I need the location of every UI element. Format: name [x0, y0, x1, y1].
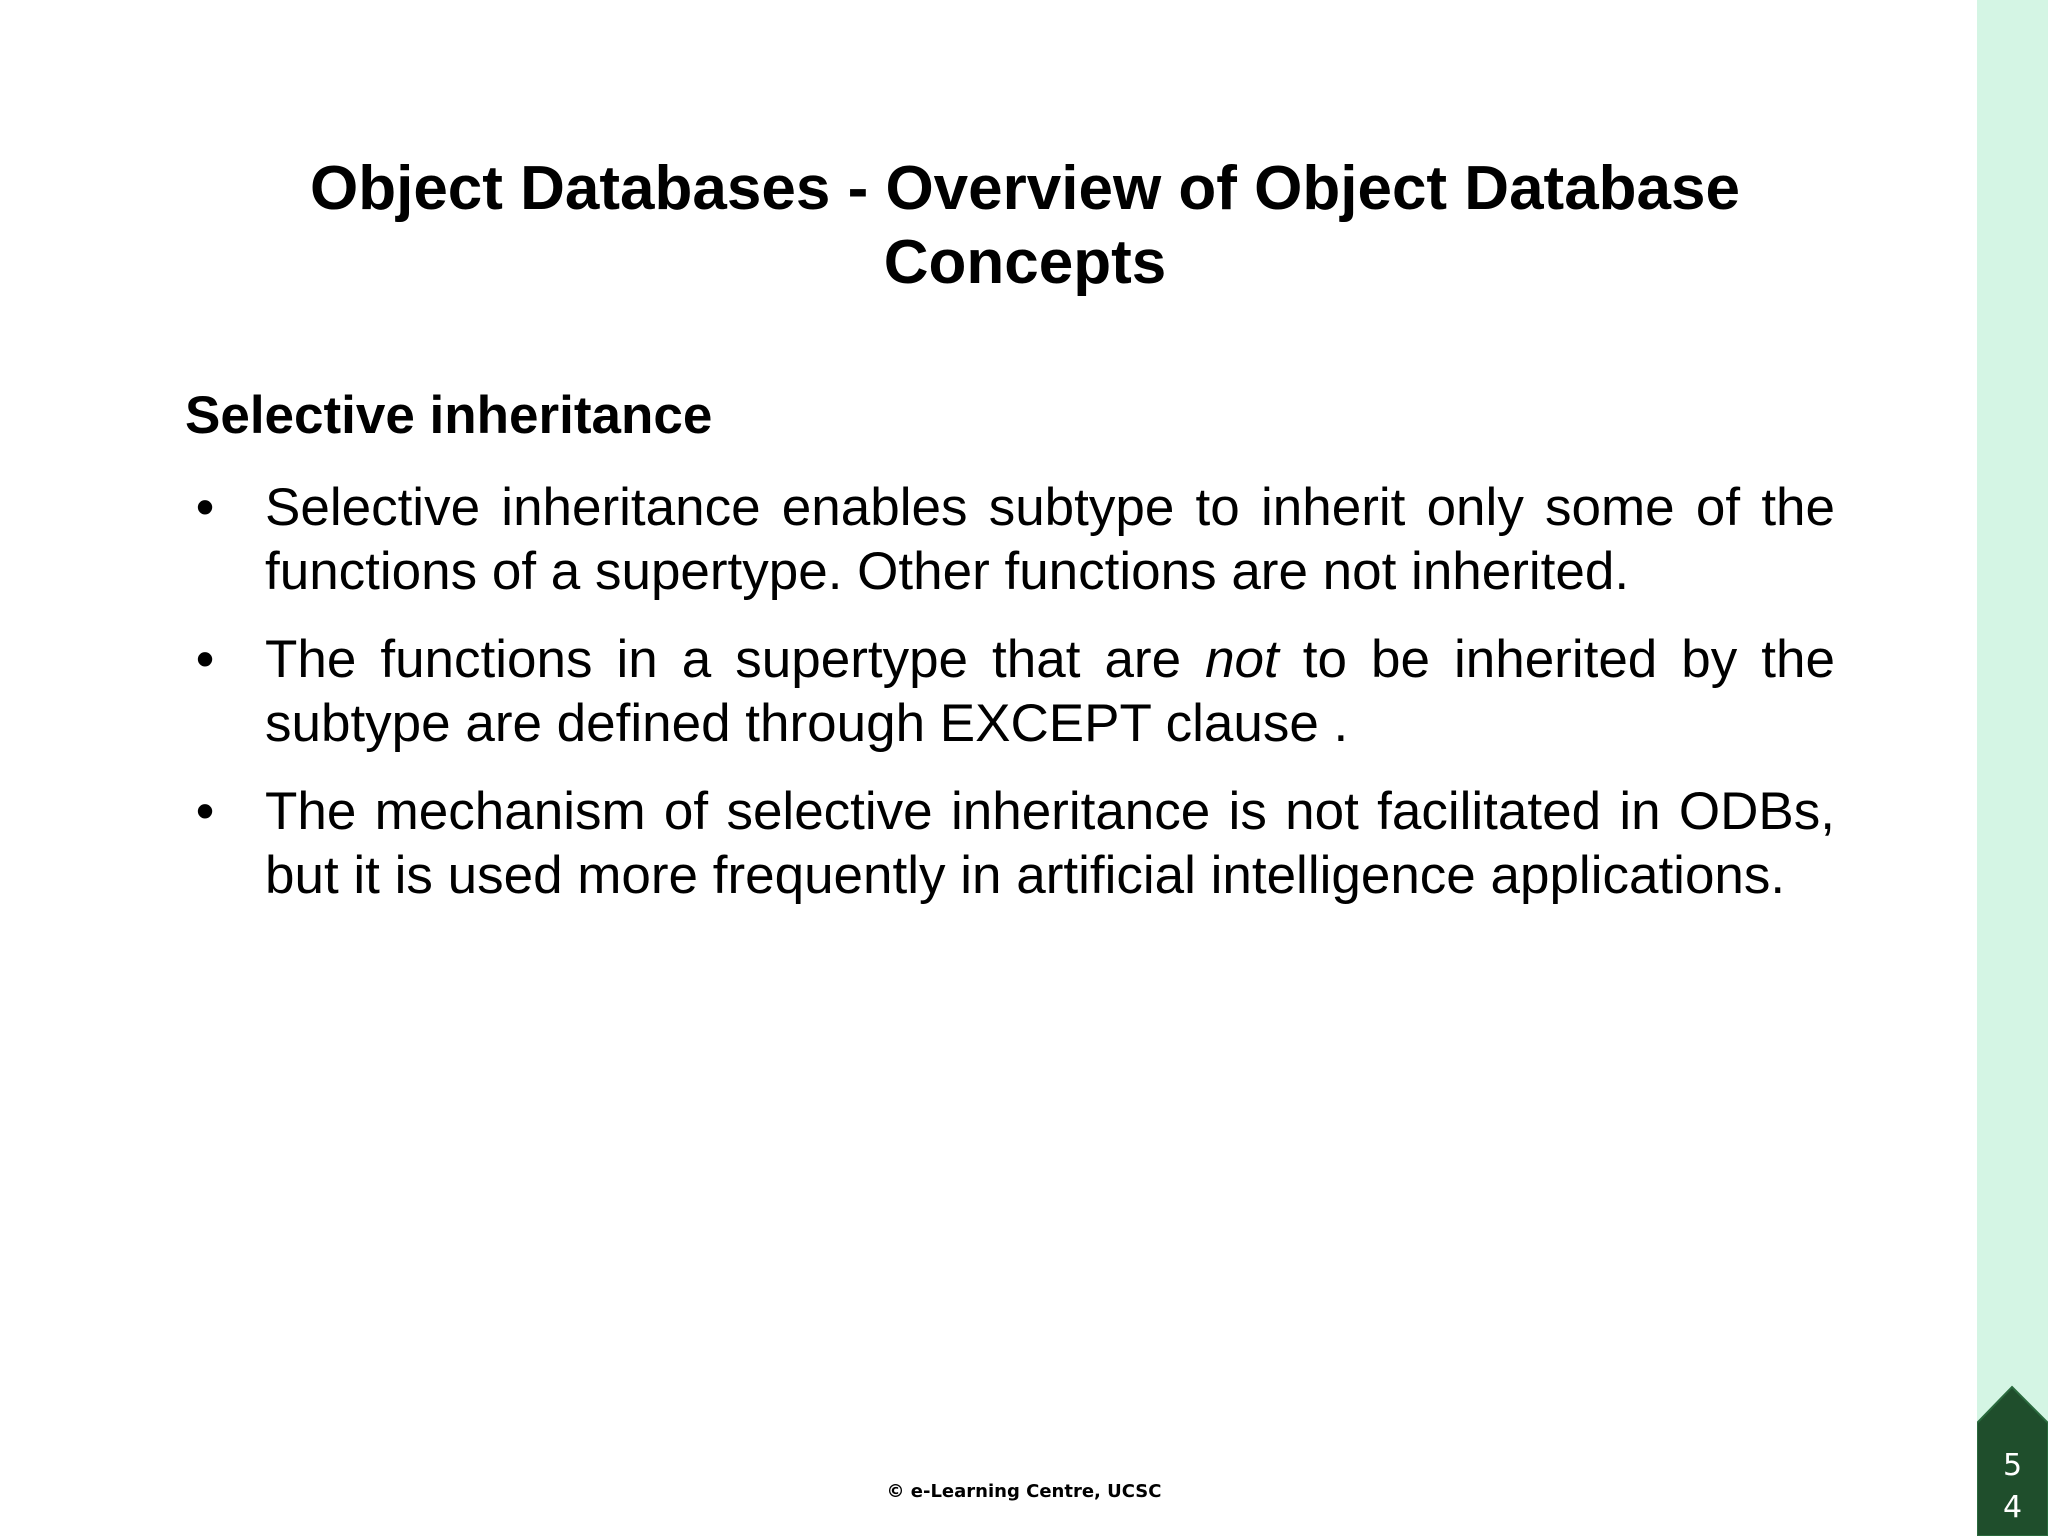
bullet-icon: •: [195, 630, 215, 689]
section-heading: Selective inheritance: [185, 386, 713, 445]
bullet-text-after: to be inherited by the subtype are defined through EXCEPT clause .: [265, 630, 1835, 753]
list-item: [185, 476, 1835, 604]
list-item: [185, 780, 1835, 908]
bullet-text-emphasis: not: [1205, 630, 1279, 689]
slide-title: Object Databases - Overview of Object Database Concepts: [310, 154, 1740, 297]
list-item: [185, 628, 1835, 756]
bullet-list: [185, 476, 1835, 932]
copyright-footer: © e-Learning Centre, UCSC: [886, 1481, 1162, 1502]
page-number: 5 4: [2002, 1448, 2023, 1525]
bullet-text: Selective inheritance enables subtype to inherit only some of the functions of a supertype. Other functions are not inherited.: [265, 478, 1835, 601]
bullet-icon: •: [195, 782, 215, 841]
bullet-text-before: The functions in a supertype that are: [265, 630, 1206, 689]
bullet-text: The mechanism of selective inheritance is not facilitated in ODBs, but it is used more frequently in artificial intelligence applications.: [265, 782, 1835, 905]
bullet-icon: •: [195, 478, 215, 537]
page-number-badge: [1977, 1385, 2048, 1536]
side-strip: [1977, 0, 2048, 1536]
